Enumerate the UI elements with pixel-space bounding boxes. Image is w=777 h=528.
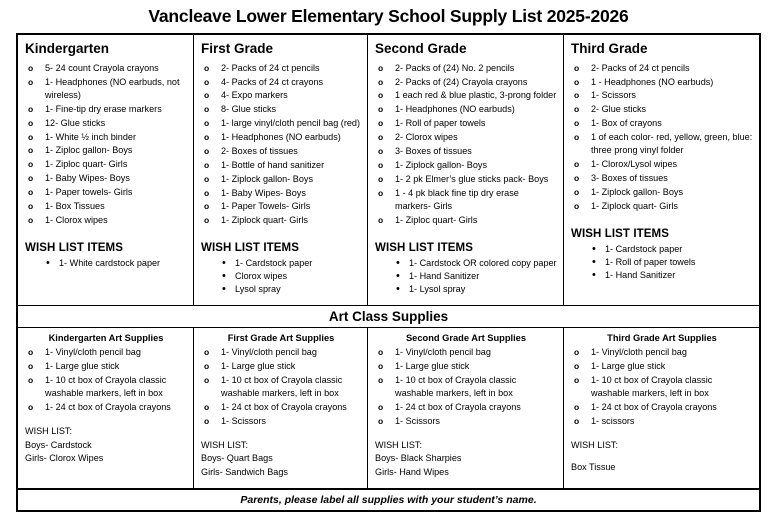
list-item: o 1- Large glue stick [201,360,361,373]
wish-line: Girls- Hand Wipes [375,467,449,478]
list-item: o 1 of each color- red, yellow, green, blue: three prong vinyl folder [571,131,753,158]
list-item: o 1- Paper Towels- Girls [201,200,361,213]
list-item: o 1- Large glue stick [25,360,187,373]
list-item: o 1- Large glue stick [375,360,557,373]
list-item: o 1- Headphones (NO earbuds) [375,103,557,116]
art-heading: First Grade Art Supplies [227,333,335,344]
list-item: o 1- large vinyl/cloth pencil bag (red) [201,117,361,130]
list-item: o 1- Paper towels- Girls [25,186,187,199]
art-column-first [194,328,368,488]
list-item: o 1- Bottle of hand sanitizer [201,159,361,172]
wish-list-heading: WISH LIST ITEMS [571,227,669,240]
wish-list-second-grade [375,257,557,297]
column-spacer [571,475,753,484]
wish-line: Boys- Black Sharpies [375,453,462,464]
list-item: o 1- 24 ct box of Crayola crayons [25,401,187,414]
column-spacer [375,296,557,301]
list-item: o 2- Clorox wipes [375,131,557,144]
list-item: o 4- Packs of 24 ct crayons [201,76,361,89]
list-item: o 1- 24 ct box of Crayola crayons [571,401,753,414]
art-column-kindergarten [18,328,194,488]
list-item: o 2- Packs of (24) No. 2 pencils [375,62,557,75]
list-item: o 1- Headphones (NO earbuds, not wireless) [25,76,187,103]
column-spacer [375,480,557,484]
art-column-second [368,328,564,488]
wish-list-label: WISH LIST: [25,425,72,436]
list-item: o 1 - Headphones (NO earbuds) [571,76,753,89]
list-item: o 1- 10 ct box of Crayola classic washable markers, left in box [571,374,753,401]
list-item: o 1- 24 ct box of Crayola crayons [201,401,361,414]
list-item: o 1- Clorox wipes [25,214,187,227]
list-item: o 1- 10 ct box of Crayola classic washable markers, left in box [201,374,361,401]
list-item: o 1- Roll of paper towels [375,117,557,130]
column-spacer [201,480,361,484]
wish-list-label: WISH LIST: [571,439,618,450]
list-item: o 2- Packs of 24 ct pencils [571,62,753,75]
list-item: o 1- Fine-tip dry erase markers [25,103,187,116]
list-item: • Lysol spray [201,283,361,296]
grade-heading: First Grade [201,41,274,57]
list-item: • Clorox wipes [201,270,361,283]
grade-heading: Kindergarten [25,41,110,57]
grade-column-kindergarten [18,35,194,304]
list-item: o 1- Baby Wipes- Boys [201,187,361,200]
supply-list-second-grade [375,62,557,228]
list-item: o 1- 10 ct box of Crayola classic washable markers, left in box [375,374,557,401]
list-item: o 2- Glue sticks [571,103,753,116]
list-item: o 1- Scissors [375,415,557,428]
wish-list-label: WISH LIST: [201,439,248,450]
art-wish-list-first-grade [201,439,361,480]
list-item: o 1 - 4 pk black fine tip dry erase markers- Girls [375,187,557,214]
supply-list-third-grade [571,62,753,214]
list-item: • 1- White cardstock paper [25,257,187,270]
list-item: o 5- 24 count Crayola crayons [25,62,187,75]
wish-list-label: WISH LIST: [375,439,422,450]
list-item: o 1- Vinyl/cloth pencil bag [25,346,187,359]
list-item: o 1- Ziplock gallon- Boys [375,159,557,172]
art-heading: Kindergarten Art Supplies [48,333,164,344]
supply-list-table [16,33,761,512]
list-item: • 1- Cardstock OR colored copy paper [375,257,557,270]
column-spacer [25,270,187,301]
list-item: o 1- 24 ct box of Crayola crayons [375,401,557,414]
list-item: o 1- Vinyl/cloth pencil bag [201,346,361,359]
list-item: o 1- Ziplock gallon- Boys [201,173,361,186]
supply-list-kindergarten [25,62,187,228]
list-item: o 1- Ziploc quart- Girls [25,158,187,171]
list-item: • 1- Cardstock paper [201,257,361,270]
list-item: o 1- Ziploc quart- Girls [375,214,557,227]
wish-list-first-grade [201,257,361,297]
list-item: o 1- Ziploc gallon- Boys [25,144,187,157]
list-item: • 1- Hand Sanitizer [375,270,557,283]
list-item: o 1- Vinyl/cloth pencil bag [571,346,753,359]
list-item: o 3- Boxes of tissues [375,145,557,158]
wish-line: Boys- Cardstock [25,439,92,450]
supply-list-first-grade [201,62,361,228]
list-item: o 1- Baby Wipes- Boys [25,172,187,185]
wish-list-third-grade [571,243,753,283]
list-item: o 1- 2 pk Elmer’s glue sticks pack- Boys [375,173,557,186]
list-item: o 2- Boxes of tissues [201,145,361,158]
wish-line: Girls- Clorox Wipes [25,453,104,464]
list-item: o 1- Large glue stick [571,360,753,373]
list-item: o 8- Glue sticks [201,103,361,116]
art-heading: Second Grade Art Supplies [405,333,527,344]
list-item: • 1- Cardstock paper [571,243,753,256]
wish-list-heading: WISH LIST ITEMS [25,241,123,254]
art-column-third [564,328,759,488]
art-supply-list-second-grade [375,346,557,429]
wish-gap [571,452,753,461]
footer-note: Parents, please label all supplies with your student’s name. [240,493,537,506]
list-item: o 2- Packs of 24 ct pencils [201,62,361,75]
art-supply-list-kindergarten [25,346,187,415]
list-item: • 1- Hand Sanitizer [571,269,753,282]
list-item: • 1- Lysol spray [375,283,557,296]
page-title: Vancleave Lower Elementary School Supply List 2025-2026 [148,6,629,26]
list-item: o 1- Scissors [571,89,753,102]
art-supply-list-third-grade [571,346,753,429]
column-spacer [571,282,753,300]
list-item: o 1- Box Tissues [25,200,187,213]
list-item: o 2- Packs of (24) Crayola crayons [375,76,557,89]
art-wish-list-second-grade [375,439,557,480]
art-heading: Third Grade Art Supplies [607,333,717,344]
wish-line: Boys- Quart Bags [201,453,273,464]
grade-column-first [194,35,368,304]
wish-list-heading: WISH LIST ITEMS [201,242,299,255]
grade-heading: Second Grade [375,41,467,57]
art-columns-row [18,328,759,490]
list-item: o 1- scissors [571,415,753,428]
list-item: o 1- Ziplock gallon- Boys [571,186,753,199]
art-supply-list-first-grade [201,346,361,429]
wish-list-kindergarten [25,257,187,270]
list-item: o 12- Glue sticks [25,117,187,130]
list-item: o 1- Ziplock quart- Girls [571,200,753,213]
list-item: o 1- Headphones (NO earbuds) [201,131,361,144]
list-item: o 1 each red & blue plastic, 3-prong folder [375,89,557,102]
wish-line: Girls- Sandwich Bags [201,467,288,478]
art-class-supplies-banner: Art Class Supplies [18,306,759,329]
column-spacer [25,466,187,484]
grade-column-second [368,35,564,304]
art-wish-list-third-grade [571,439,753,475]
list-item: o 1- White ½ inch binder [25,131,187,144]
wish-line: Box Tissue [571,462,616,473]
list-item: o 3- Boxes of tissues [571,172,753,185]
art-wish-list-kindergarten [25,425,187,466]
list-item: • 1- Roll of paper towels [571,256,753,269]
list-item: o 1- Scissors [201,415,361,428]
list-item: o 1- Ziplock quart- Girls [201,214,361,227]
grade-columns-row [18,35,759,305]
grade-heading: Third Grade [571,41,648,57]
grade-column-third [564,35,759,304]
list-item: o 1- 10 ct box of Crayola classic washable markers, left in box [25,374,187,401]
list-item: o 1- Vinyl/cloth pencil bag [375,346,557,359]
list-item: o 1- Box of crayons [571,117,753,130]
list-item: o 4- Expo markers [201,89,361,102]
wish-list-heading: WISH LIST ITEMS [375,241,473,254]
list-item: o 1- Clorox/Lysol wipes [571,158,753,171]
